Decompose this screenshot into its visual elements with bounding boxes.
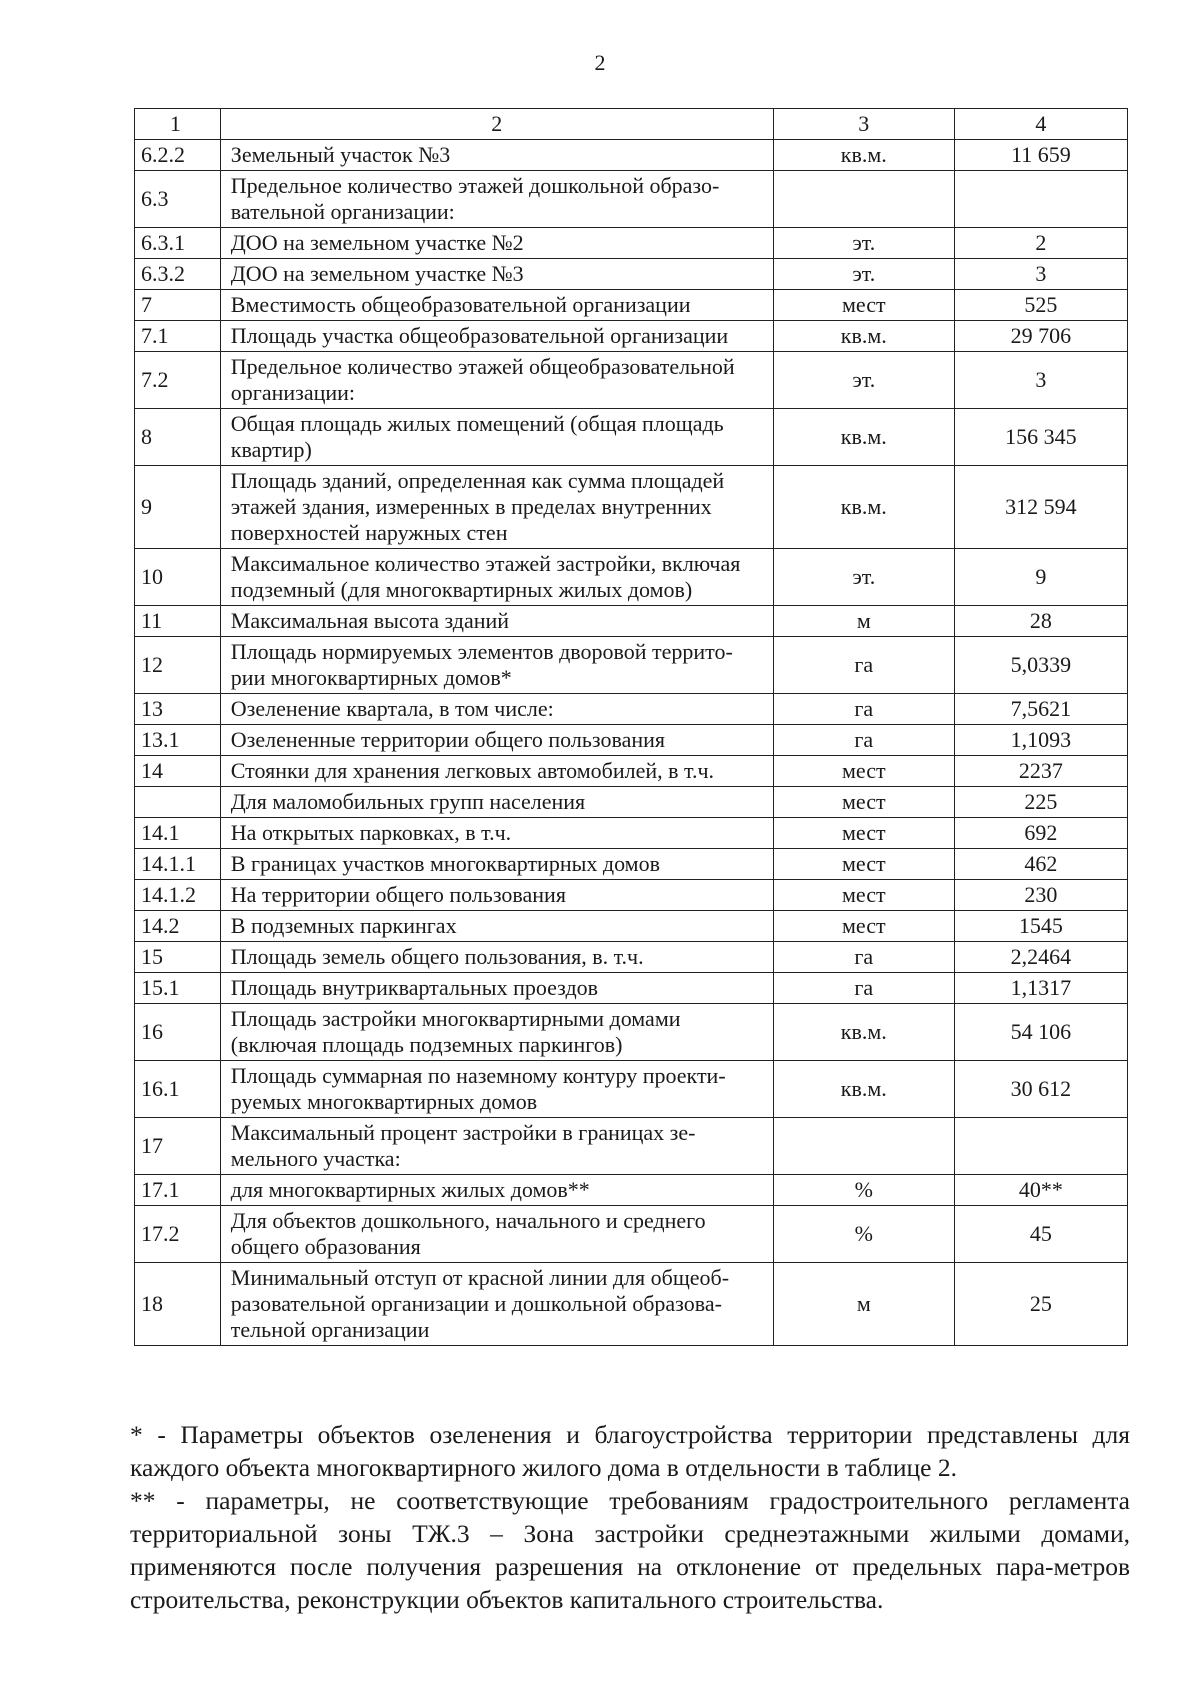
row-value: 40**	[954, 1175, 1127, 1206]
table-row	[135, 1263, 1128, 1346]
row-value: 2	[954, 228, 1127, 259]
row-name: Максимальное количество этажей застройки, включая подземный (для многоквартирных жилых домов)	[220, 549, 773, 606]
table-row	[135, 140, 1128, 171]
row-unit: кв.м.	[773, 1004, 954, 1061]
header-col-4: 4	[954, 109, 1127, 140]
row-name: Минимальный отступ от красной линии для общеоб-разовательной организации и дошкольной образова-тельной организации	[220, 1263, 773, 1346]
row-number: 6.2.2	[135, 140, 221, 171]
table-row	[135, 818, 1128, 849]
row-number: 16	[135, 1004, 221, 1061]
row-unit: га	[773, 694, 954, 725]
row-unit: мест	[773, 290, 954, 321]
table-row	[135, 1061, 1128, 1118]
footnotes	[130, 1418, 1130, 1616]
table-row	[135, 1118, 1128, 1175]
table-row	[135, 849, 1128, 880]
row-name: Для объектов дошкольного, начального и среднего общего образования	[220, 1206, 773, 1263]
table-header-row	[135, 109, 1128, 140]
table-row	[135, 409, 1128, 466]
row-value: 29 706	[954, 321, 1127, 352]
row-number: 14.1.1	[135, 849, 221, 880]
row-unit: мест	[773, 818, 954, 849]
table-row	[135, 942, 1128, 973]
row-number: 6.3	[135, 171, 221, 228]
row-number: 12	[135, 637, 221, 694]
row-unit: га	[773, 973, 954, 1004]
row-value	[954, 1118, 1127, 1175]
row-name: Вместимость общеобразовательной организации	[220, 290, 773, 321]
row-name: ДОО на земельном участке №3	[220, 259, 773, 290]
row-number: 7	[135, 290, 221, 321]
row-value: 2237	[954, 756, 1127, 787]
footnote-2: ** - параметры, не соответствующие требованиям градостроительного регламента территориальной зоны ТЖ.3 – Зона застройки среднеэтажными жилыми домами, применяются после получения разрешения на отклонение от предельных пара-метров строительства, реконструкции объектов капитального строительства.	[130, 1486, 1130, 1614]
row-number: 14.1.2	[135, 880, 221, 911]
row-value: 230	[954, 880, 1127, 911]
row-value: 225	[954, 787, 1127, 818]
table-row	[135, 787, 1128, 818]
row-name: ДОО на земельном участке №2	[220, 228, 773, 259]
table-row	[135, 290, 1128, 321]
row-name: В подземных паркингах	[220, 911, 773, 942]
row-name: Площадь земель общего пользования, в. т.ч.	[220, 942, 773, 973]
row-value: 9	[954, 549, 1127, 606]
table-row	[135, 321, 1128, 352]
table-row	[135, 756, 1128, 787]
row-unit: м	[773, 1263, 954, 1346]
row-name: Максимальный процент застройки в границах зе-мельного участка:	[220, 1118, 773, 1175]
row-value: 3	[954, 352, 1127, 409]
row-value	[954, 171, 1127, 228]
row-number: 14.2	[135, 911, 221, 942]
row-value: 7,5621	[954, 694, 1127, 725]
row-number: 6.3.2	[135, 259, 221, 290]
row-value: 30 612	[954, 1061, 1127, 1118]
row-name: На территории общего пользования	[220, 880, 773, 911]
row-unit: кв.м.	[773, 321, 954, 352]
row-value: 28	[954, 606, 1127, 637]
footnote-1: * - Параметры объектов озеленения и благоустройства территории представлены для каждого объекта многоквартирного жилого дома в отдельности в таблице 2.	[130, 1420, 1130, 1482]
table-row	[135, 606, 1128, 637]
row-value: 312 594	[954, 466, 1127, 549]
row-unit: мест	[773, 787, 954, 818]
row-number: 15	[135, 942, 221, 973]
row-name: Площадь нормируемых элементов дворовой террито-рии многоквартирных домов*	[220, 637, 773, 694]
row-number: 11	[135, 606, 221, 637]
row-number: 7.1	[135, 321, 221, 352]
header-col-3: 3	[773, 109, 954, 140]
row-name: Предельное количество этажей дошкольной образо-вательной организации:	[220, 171, 773, 228]
row-number: 14	[135, 756, 221, 787]
table-row	[135, 973, 1128, 1004]
table-row	[135, 725, 1128, 756]
row-value: 1545	[954, 911, 1127, 942]
row-number: 18	[135, 1263, 221, 1346]
row-unit: мест	[773, 849, 954, 880]
row-name: Озелененные территории общего пользования	[220, 725, 773, 756]
row-number: 14.1	[135, 818, 221, 849]
row-value: 3	[954, 259, 1127, 290]
row-unit: кв.м.	[773, 466, 954, 549]
row-name: Площадь внутриквартальных проездов	[220, 973, 773, 1004]
row-unit	[773, 171, 954, 228]
parameters-table	[134, 108, 1128, 1346]
row-unit	[773, 1118, 954, 1175]
row-value: 11 659	[954, 140, 1127, 171]
row-number: 16.1	[135, 1061, 221, 1118]
row-number: 17	[135, 1118, 221, 1175]
row-value: 1,1317	[954, 973, 1127, 1004]
row-number: 8	[135, 409, 221, 466]
row-unit: эт.	[773, 352, 954, 409]
row-value: 2,2464	[954, 942, 1127, 973]
row-name: Стоянки для хранения легковых автомобилей, в т.ч.	[220, 756, 773, 787]
table-row	[135, 880, 1128, 911]
header-col-1: 1	[135, 109, 221, 140]
header-col-2: 2	[220, 109, 773, 140]
table-row	[135, 1206, 1128, 1263]
table-row	[135, 1175, 1128, 1206]
row-unit: га	[773, 637, 954, 694]
row-unit: эт.	[773, 228, 954, 259]
row-number: 15.1	[135, 973, 221, 1004]
row-unit: м	[773, 606, 954, 637]
row-number: 17.2	[135, 1206, 221, 1263]
row-value: 462	[954, 849, 1127, 880]
row-value: 25	[954, 1263, 1127, 1346]
page-number: 2	[594, 50, 606, 75]
row-name: В границах участков многоквартирных домов	[220, 849, 773, 880]
row-name: Для маломобильных групп населения	[220, 787, 773, 818]
row-name: для многоквартирных жилых домов**	[220, 1175, 773, 1206]
row-name: Площадь застройки многоквартирными домами (включая площадь подземных паркингов)	[220, 1004, 773, 1061]
row-unit: га	[773, 725, 954, 756]
table-row	[135, 466, 1128, 549]
row-unit: %	[773, 1206, 954, 1263]
row-name: Озеленение квартала, в том числе:	[220, 694, 773, 725]
row-name: Земельный участок №3	[220, 140, 773, 171]
row-number: 13	[135, 694, 221, 725]
row-name: Площадь зданий, определенная как сумма площадей этажей здания, измеренных в пределах внутренних поверхностей наружных стен	[220, 466, 773, 549]
row-name: Предельное количество этажей общеобразовательной организации:	[220, 352, 773, 409]
row-unit: мест	[773, 911, 954, 942]
row-name: Общая площадь жилых помещений (общая площадь квартир)	[220, 409, 773, 466]
row-unit: кв.м.	[773, 1061, 954, 1118]
row-unit: кв.м.	[773, 409, 954, 466]
row-value: 45	[954, 1206, 1127, 1263]
row-unit: эт.	[773, 259, 954, 290]
row-number: 7.2	[135, 352, 221, 409]
row-number: 6.3.1	[135, 228, 221, 259]
row-number: 13.1	[135, 725, 221, 756]
row-unit: мест	[773, 756, 954, 787]
row-unit: кв.м.	[773, 140, 954, 171]
table-row	[135, 259, 1128, 290]
row-name: Площадь суммарная по наземному контуру проекти-руемых многоквартирных домов	[220, 1061, 773, 1118]
row-name: На открытых парковках, в т.ч.	[220, 818, 773, 849]
row-name: Площадь участка общеобразовательной организации	[220, 321, 773, 352]
table-row	[135, 352, 1128, 409]
row-value: 1,1093	[954, 725, 1127, 756]
row-value: 5,0339	[954, 637, 1127, 694]
row-number	[135, 787, 221, 818]
row-unit: мест	[773, 880, 954, 911]
table-row	[135, 228, 1128, 259]
row-value: 54 106	[954, 1004, 1127, 1061]
row-unit: га	[773, 942, 954, 973]
table-row	[135, 694, 1128, 725]
row-number: 10	[135, 549, 221, 606]
row-unit: эт.	[773, 549, 954, 606]
table-row	[135, 637, 1128, 694]
row-number: 17.1	[135, 1175, 221, 1206]
row-value: 692	[954, 818, 1127, 849]
row-unit: %	[773, 1175, 954, 1206]
row-name: Максимальная высота зданий	[220, 606, 773, 637]
row-value: 525	[954, 290, 1127, 321]
table-row	[135, 549, 1128, 606]
table-row	[135, 171, 1128, 228]
table-row	[135, 911, 1128, 942]
row-value: 156 345	[954, 409, 1127, 466]
row-number: 9	[135, 466, 221, 549]
table-row	[135, 1004, 1128, 1061]
